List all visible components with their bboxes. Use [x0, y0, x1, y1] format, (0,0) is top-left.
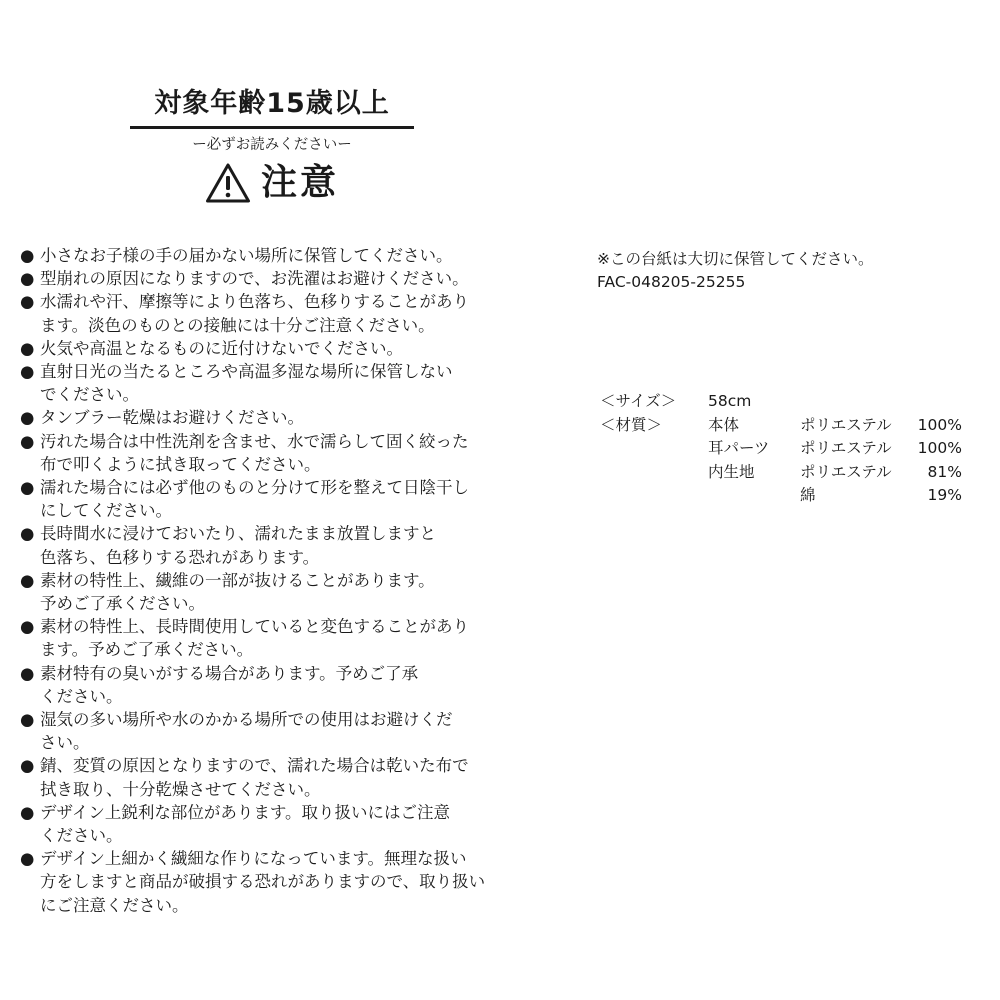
caution-header	[130, 82, 414, 208]
caution-item	[20, 754, 530, 800]
caution-text-line: ください。	[40, 686, 123, 706]
caution-text-line: でください。	[40, 385, 139, 405]
caution-text-line: 火気や高温となるものに近付けないでください。	[40, 338, 403, 358]
caution-text-line: 素材の特性上、長時間使用していると変色することがあり	[40, 617, 469, 637]
caution-text	[40, 430, 469, 476]
caution-item	[20, 801, 530, 847]
material-label: ＜材質＞	[600, 415, 663, 434]
caution-text-line: デザイン上鋭利な部位があります。取り扱いにはご注意	[40, 802, 451, 822]
caution-text	[40, 522, 436, 568]
product-code: FAC-048205-25255	[597, 273, 746, 291]
size-label: ＜サイズ＞	[600, 392, 677, 410]
caution-text	[40, 360, 453, 406]
caution-text-line: 水濡れや汗、摩擦等により色落ち、色移りすることがあり	[40, 292, 469, 312]
material-part: 耳パーツ	[708, 439, 770, 457]
age-recommendation-title: 対象年齢15歳以上	[154, 88, 390, 119]
caution-text-line: 小さなお子様の手の届かない場所に保管してください。	[40, 246, 453, 265]
bullet-icon: ●	[20, 802, 35, 822]
caution-text	[40, 569, 435, 615]
caution-text-line: 素材の特性上、繊維の一部が抜けることがあります。	[40, 570, 435, 590]
bullet-icon: ●	[20, 246, 35, 265]
caution-text	[40, 244, 453, 267]
caution-text-line: 汚れた場合は中性洗剤を含ませ、水で濡らして固く絞った	[40, 431, 469, 451]
bullet-icon: ●	[20, 362, 35, 382]
caution-text	[40, 615, 469, 661]
caution-item	[20, 662, 530, 708]
caution-item	[20, 847, 530, 917]
material-name: ポリエステル	[800, 439, 892, 457]
bullet-icon: ●	[20, 292, 35, 312]
spec-table	[600, 390, 980, 508]
size-value: 58cm	[708, 392, 752, 410]
bullet-icon: ●	[20, 269, 35, 289]
caution-text	[40, 708, 453, 754]
caution-text-line: 布で叩くように拭き取ってください。	[40, 454, 321, 474]
caution-text	[40, 406, 304, 429]
caution-text-line: ます。予めご了承ください。	[40, 640, 254, 660]
bullet-icon: ●	[20, 478, 35, 498]
caution-text-line: 色落ち、色移りする恐れがあります。	[40, 547, 320, 567]
must-read-notice: ー必ずお読みくださいー	[192, 137, 352, 153]
bullet-icon: ●	[20, 849, 35, 869]
bullet-icon: ●	[20, 710, 35, 730]
caution-text-line: タンブラー乾燥はお避けください。	[40, 408, 304, 428]
caution-text-line: ください。	[40, 826, 123, 846]
warning-triangle-icon	[205, 162, 251, 204]
caution-text-line: 湿気の多い場所や水のかかる場所での使用はお避けくだ	[40, 710, 453, 730]
bullet-icon: ●	[20, 756, 35, 776]
caution-item	[20, 708, 530, 754]
size-row	[600, 390, 980, 414]
caution-item	[20, 290, 530, 336]
caution-item	[20, 244, 530, 267]
material-row	[600, 484, 980, 508]
caution-item	[20, 522, 530, 568]
material-percent: 100%	[917, 415, 962, 434]
caution-item	[20, 615, 530, 661]
caution-item	[20, 430, 530, 476]
caution-item	[20, 360, 530, 406]
caution-text	[40, 847, 485, 917]
caution-item	[20, 337, 530, 360]
caution-title: 注意	[260, 162, 339, 203]
caution-text-line: 予めご了承ください。	[40, 594, 205, 614]
caution-text-line: 濡れた場合には必ず他のものと分けて形を整えて日陰干し	[40, 478, 469, 498]
caution-item	[20, 267, 530, 290]
caution-text-line: 長時間水に浸けておいたり、濡れたまま放置しますと	[40, 524, 436, 544]
caution-text-line: にしてください。	[40, 501, 172, 521]
caution-text-line: デザイン上細かく繊細な作りになっています。無理な扱い	[40, 849, 467, 869]
caution-text-line: ます。淡色のものとの接触には十分ご注意ください。	[40, 315, 435, 335]
caution-heading	[130, 158, 414, 208]
bullet-icon: ●	[20, 570, 35, 590]
material-name: 綿	[800, 486, 816, 504]
bullet-icon: ●	[20, 524, 35, 544]
caution-text-line: 素材特有の臭いがする場合があります。予めご了承	[40, 663, 419, 683]
caution-item	[20, 406, 530, 429]
caution-list	[20, 244, 530, 917]
bullet-icon: ●	[20, 408, 35, 428]
material-percent: 100%	[917, 439, 962, 457]
bullet-icon: ●	[20, 338, 35, 358]
caution-text-line: 型崩れの原因になりますので、お洗濯はお避けください。	[40, 269, 469, 289]
caution-item	[20, 476, 530, 522]
caution-text-line: 直射日光の当たるところや高温多湿な場所に保管しない	[40, 362, 453, 382]
material-row	[600, 414, 980, 438]
material-row	[600, 437, 980, 461]
material-percent: 81%	[927, 462, 962, 481]
caution-text	[40, 337, 403, 360]
caution-text	[40, 662, 418, 708]
caution-text-line: 錆、変質の原因となりますので、濡れた場合は乾いた布で	[40, 756, 469, 776]
caution-text	[40, 267, 469, 290]
material-row	[600, 461, 980, 485]
keep-card-note: ※この台紙は大切に保管してください。	[597, 250, 874, 268]
caution-text-line: さい。	[40, 733, 90, 753]
material-percent: 19%	[927, 486, 962, 504]
caution-text-line: 方をしますと商品が破損する恐れがありますので、取り扱い	[40, 872, 486, 892]
bullet-icon: ●	[20, 617, 35, 637]
bullet-icon: ●	[20, 431, 35, 451]
material-name: ポリエステル	[800, 415, 892, 434]
caution-text	[40, 754, 469, 800]
material-part: 内生地	[708, 462, 755, 481]
title-underline	[130, 126, 414, 129]
caution-text-line: 拭き取り、十分乾燥させてください。	[40, 779, 321, 799]
caution-text	[40, 801, 450, 847]
material-part: 本体	[708, 415, 740, 434]
caution-text	[40, 476, 469, 522]
caution-text	[40, 290, 469, 336]
caution-text-line: にご注意ください。	[40, 895, 189, 915]
caution-item	[20, 569, 530, 615]
bullet-icon: ●	[20, 663, 35, 683]
material-name: ポリエステル	[800, 462, 892, 481]
